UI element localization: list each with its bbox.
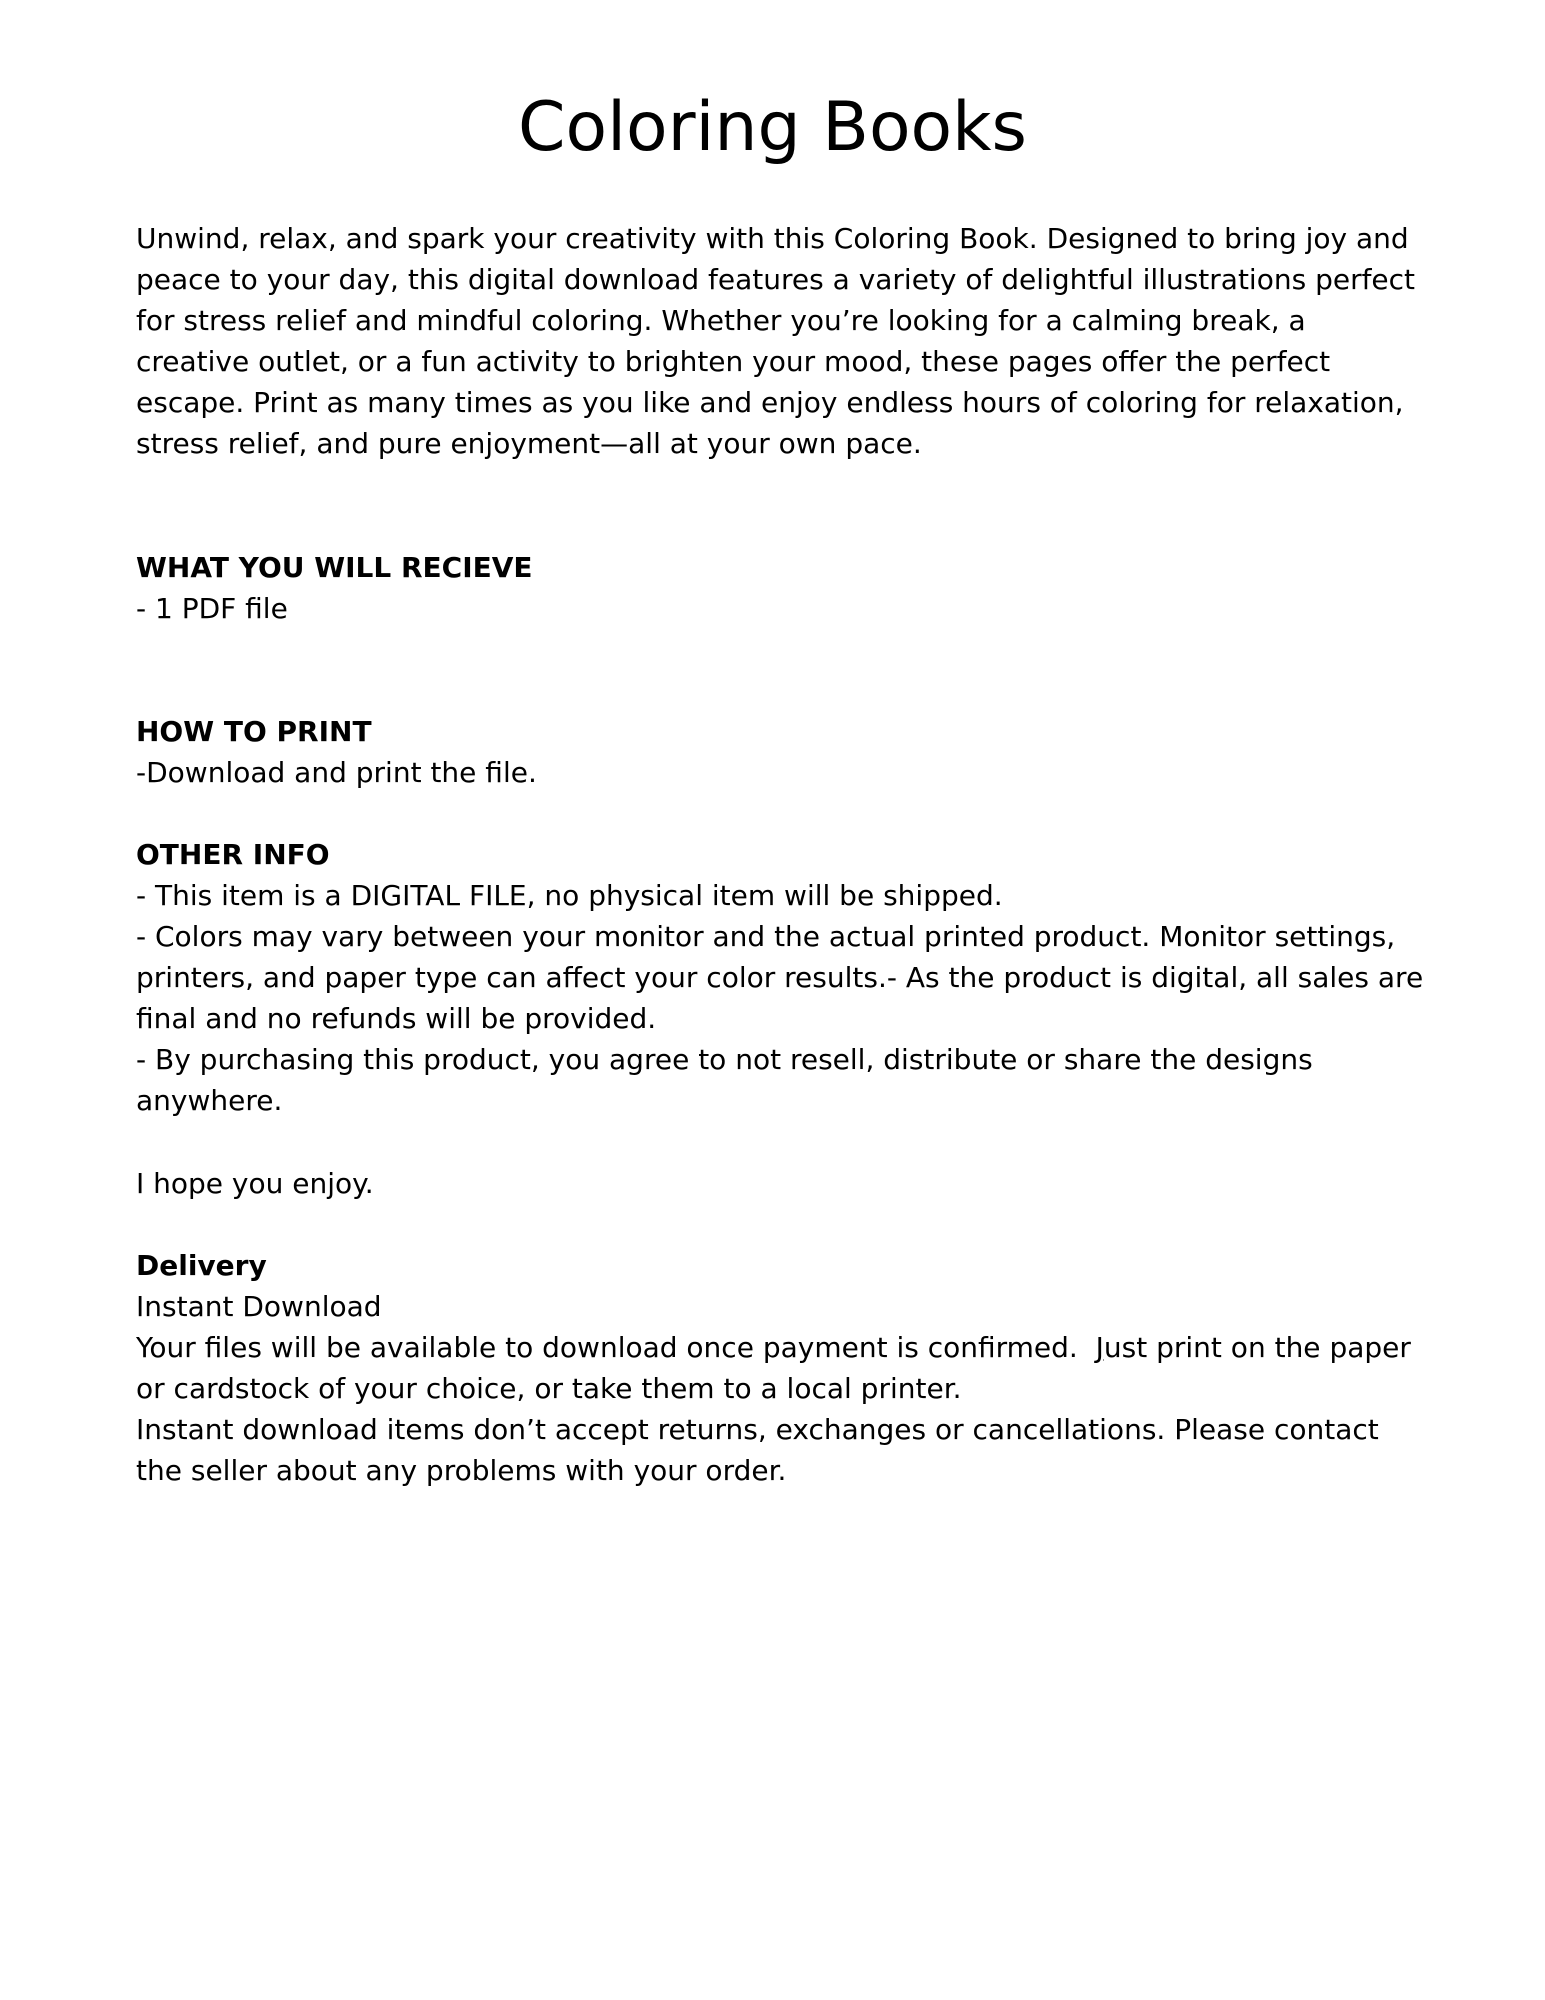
delivery-text xyxy=(136,1327,1426,1409)
delivery-heading: Delivery xyxy=(136,1249,267,1282)
closing-text: I hope you enjoy. xyxy=(136,1167,374,1200)
delivery-section xyxy=(136,1245,1426,1491)
delivery-subheading: Instant Download xyxy=(136,1290,382,1323)
receive-item: - 1 PDF file xyxy=(136,592,288,625)
page-title: Coloring Books xyxy=(518,88,1027,167)
other-info-item: - Colors may vary between your monitor and the actual printed product. Monitor settings, printers, and paper type can affect your color results.- As the product is digital, all sales are final and no refunds will be provided. xyxy=(136,920,1424,1035)
print-heading: HOW TO PRINT xyxy=(136,715,372,748)
print-section xyxy=(136,711,1426,793)
intro-paragraph: Unwind, relax, and spark your creativity with this Coloring Book. Designed to bring joy and peace to your day, this digital download features a variety of delightful illustrations perfect for stress relief and mindful coloring. Whether you’re looking for a calming break, a creative outlet, or a fun activity to brighten your mood, these pages offer the perfect escape. Print as many times as you like and enjoy endless hours of coloring for relaxation, stress relief, and pure enjoyment—all at your own pace. xyxy=(136,222,1416,460)
other-info-item: - This item is a DIGITAL FILE, no physical item will be shipped. xyxy=(136,879,1003,912)
receive-heading: WHAT YOU WILL RECIEVE xyxy=(136,551,533,584)
delivery-returns: Instant download items don’t accept returns, exchanges or cancellations. Please contact the seller about any problems with your order. xyxy=(136,1413,1379,1487)
closing-section xyxy=(136,1163,1426,1204)
other-info-item: - By purchasing this product, you agree to not resell, distribute or share the designs anywhere. xyxy=(136,1043,1313,1117)
delivery-underlined-letter: J xyxy=(1095,1331,1104,1364)
other-info-heading: OTHER INFO xyxy=(136,838,330,871)
print-item: -Download and print the file. xyxy=(136,756,537,789)
other-info-section xyxy=(136,834,1426,1121)
delivery-text-before: Your files will be available to download once payment is confirmed. xyxy=(136,1331,1096,1364)
receive-section xyxy=(136,547,1426,629)
delivery-text-after: ust print on the paper or cardstock of your choice, or take them to a local printer. xyxy=(136,1331,1411,1405)
